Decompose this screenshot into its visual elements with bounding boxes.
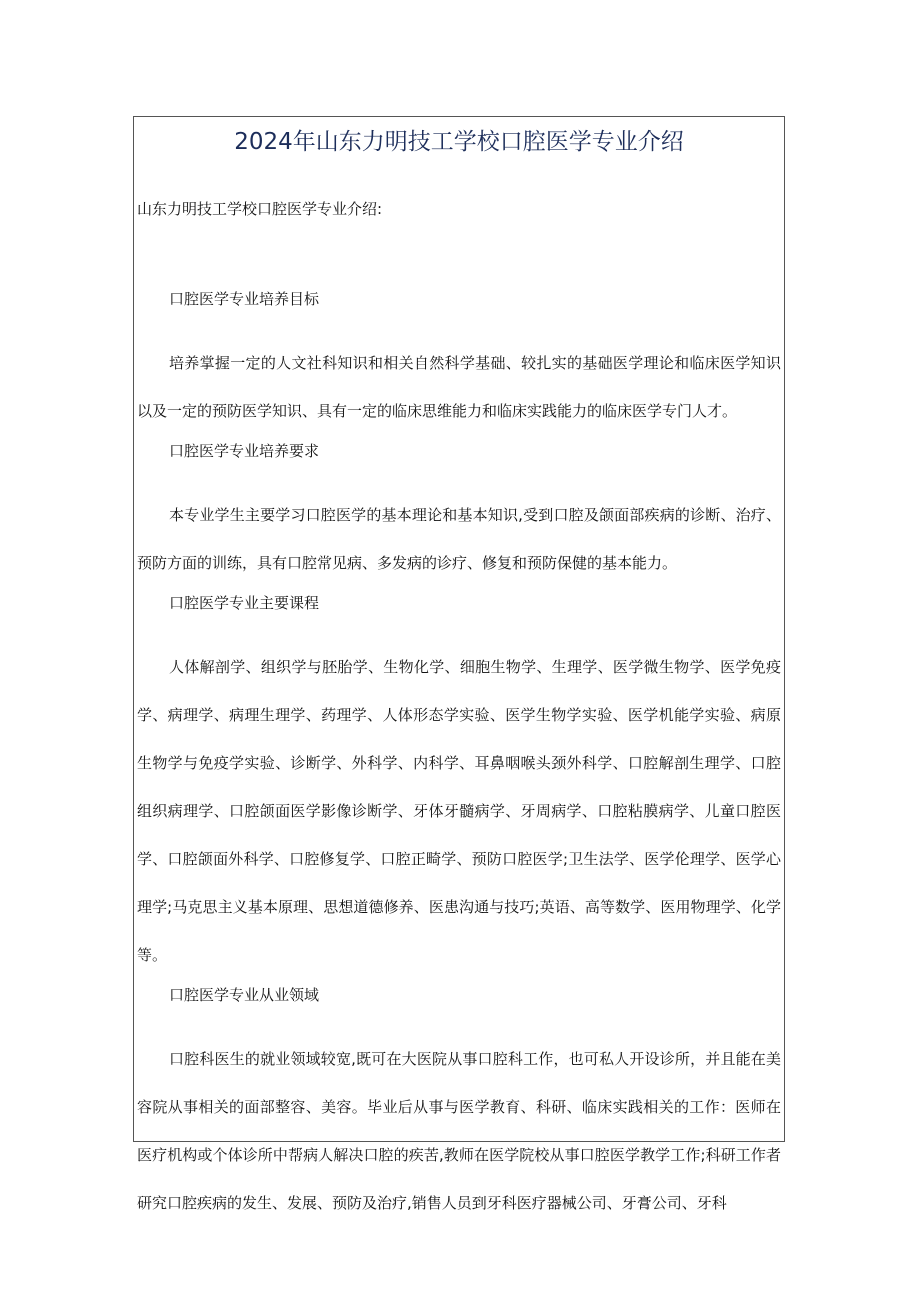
document-body (137, 287, 781, 1231)
section-paragraph: 口腔科医生的就业领域较宽,既可在大医院从事口腔科工作，也可私人开设诊所，并且能在美容院从事相关的面部整容、美容。毕业后从事与医学教育、科研、临床实践相关的工作：医师在医疗机构或个体诊所中帮病人解决口腔的疾苦,教师在医学院校从事口腔医学教学工作;科研工作者研究口腔疾病的发生、发展、预防及治疗,销售人员到牙科医疗器械公司、牙膏公司、牙科 (137, 1050, 781, 1212)
intro-line: 山东力明技工学校口腔医学专业介绍: (137, 200, 383, 218)
section-main-courses (137, 591, 781, 979)
section-paragraph: 人体解剖学、组织学与胚胎学、生物化学、细胞生物学、生理学、医学微生物学、医学免疫学、病理学、病理生理学、药理学、人体形态学实验、医学生物学实验、医学机能学实验、病原生物学与免疫学实验、诊断学、外科学、内科学、耳鼻咽喉头颈外科学、口腔解剖生理学、口腔组织病理学、口腔颌面医学影像诊断学、牙体牙髓病学、牙周病学、口腔粘膜病学、儿童口腔医学、口腔颌面外科学、口腔修复学、口腔正畸学、预防口腔医学;卫生法学、医学伦理学、医学心理学;马克思主义基本原理、思想道德修养、医患沟通与技巧;英语、高等数学、医用物理学、化学等。 (137, 658, 781, 964)
section-heading: 口腔医学专业培养要求 (169, 442, 320, 460)
document-page (133, 116, 785, 1212)
section-training-requirements (137, 439, 781, 587)
document-title: 2024年山东力明技工学校口腔医学专业介绍 (234, 129, 684, 155)
section-paragraph: 培养掌握一定的人文社科知识和相关自然科学基础、较扎实的基础医学理论和临床医学知识以及一定的预防医学知识、具有一定的临床思维能力和临床实践能力的临床医学专门人才。 (137, 354, 781, 420)
section-paragraph: 本专业学生主要学习口腔医学的基本理论和基本知识,受到口腔及颌面部疾病的诊断、治疗、预防方面的训练，具有口腔常见病、多发病的诊疗、修复和预防保健的基本能力。 (137, 506, 781, 572)
section-heading: 口腔医学专业培养目标 (169, 290, 320, 308)
section-heading: 口腔医学专业主要课程 (169, 594, 320, 612)
section-career-fields (137, 983, 781, 1227)
section-heading: 口腔医学专业从业领域 (169, 986, 320, 1004)
section-training-goal (137, 287, 781, 435)
